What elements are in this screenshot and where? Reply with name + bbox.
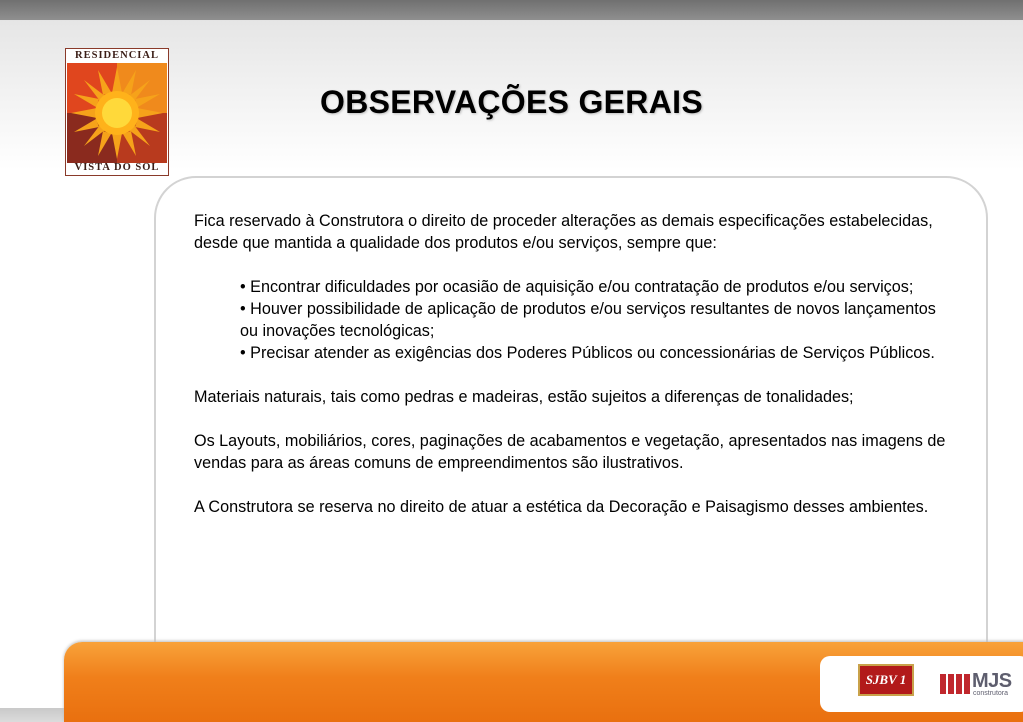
list-item: • Precisar atender as exigências dos Poderes Públicos ou concessionárias de Serviços Públicos.	[240, 344, 935, 362]
content-body	[194, 210, 954, 518]
mjs-bars-icon	[940, 674, 970, 694]
list-item: • Encontrar dificuldades por ocasião de aquisição e/ou contratação de produtos e/ou serviços;	[240, 278, 914, 296]
decor-paragraph: A Construtora se reserva no direito de atuar a estética da Decoração e Paisagismo desses ambientes.	[194, 498, 929, 516]
conditions-list	[194, 276, 954, 364]
logo-top-text: RESIDENCIAL	[75, 50, 159, 61]
mjs-name: MJS	[972, 670, 1012, 692]
list-item: • Houver possibilidade de aplicação de produtos e/ou serviços resultantes de novos lançamentos ou inovações tecnológicas;	[240, 300, 936, 340]
materials-paragraph: Materiais naturais, tais como pedras e madeiras, estão sujeitos a diferenças de tonalidades;	[194, 388, 854, 406]
intro-paragraph: Fica reservado à Construtora o direito de proceder alterações as demais especificações estabelecidas, desde que mantida a qualidade dos produtos e/ou serviços, sempre que:	[194, 212, 933, 252]
residencial-vista-do-sol-logo	[65, 48, 169, 176]
page-title: OBSERVAÇÕES GERAIS	[320, 84, 703, 120]
layouts-paragraph: Os Layouts, mobiliários, cores, paginações de acabamentos e vegetação, apresentados nas imagens de vendas para as áreas comuns de empreendimentos são ilustrativos.	[194, 432, 946, 472]
logo-bottom-text: VISTA DO SOL	[74, 162, 160, 173]
top-bar	[0, 0, 1023, 20]
sjbv-logo: SJBV 1	[858, 664, 914, 696]
sun-logo-icon	[67, 63, 167, 163]
mjs-subtitle: construtora	[973, 690, 1009, 697]
mjs-construtora-logo	[940, 670, 1020, 700]
